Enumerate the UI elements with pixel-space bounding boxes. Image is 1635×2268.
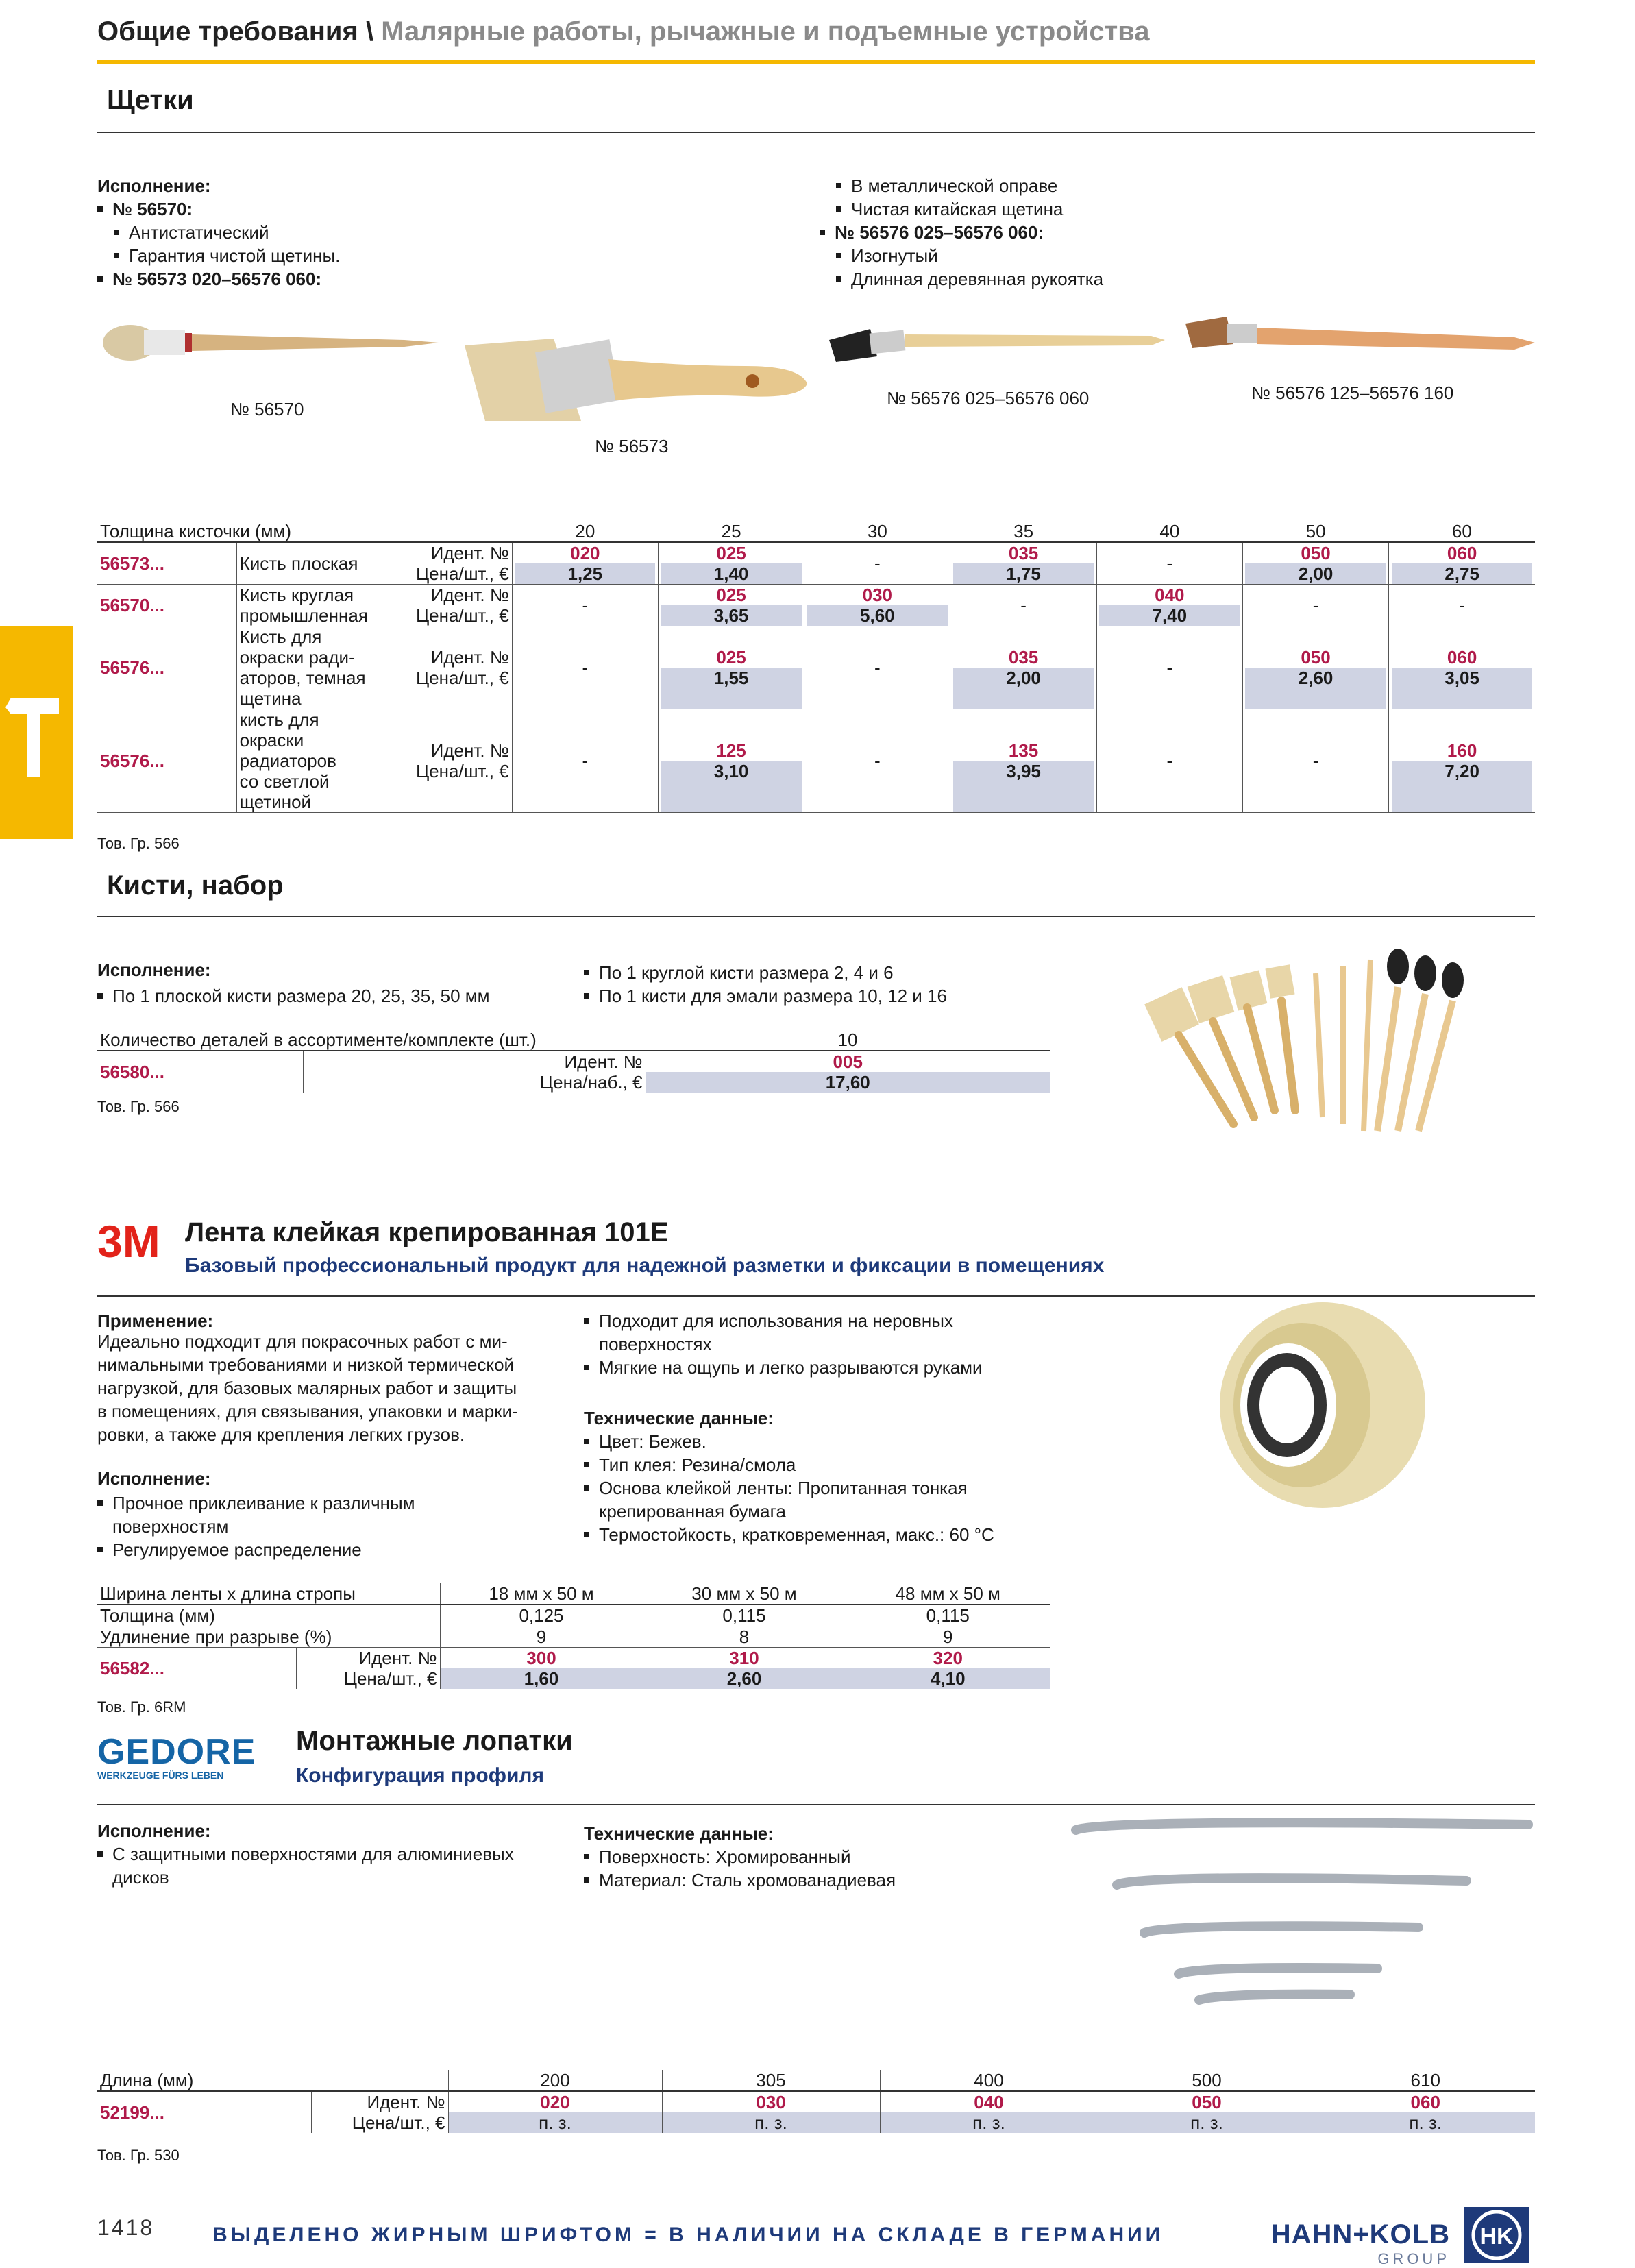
price-label: Цена/шт., € [376, 605, 512, 626]
list-item: № 56573 020–56576 060: [97, 267, 340, 291]
price-value: 2,60 [643, 1668, 846, 1689]
empty-cell: - [804, 542, 950, 585]
table-header-size: 305 [662, 2070, 880, 2091]
hammer-icon [0, 626, 73, 839]
tire-levers-image [1062, 1809, 1535, 2015]
list-item: Мягкие на ощупь и легко разрываются руками [584, 1356, 983, 1379]
empty-cell: - [804, 626, 950, 709]
brushset-list-right [584, 961, 947, 1008]
ident-label: Идент. № [311, 2091, 448, 2112]
page-header [97, 16, 1149, 47]
price-value: 1,55 [658, 668, 804, 709]
row-code: 56576... [97, 626, 236, 709]
brushset-list-left [97, 984, 490, 1008]
ident-number: 050 [1098, 2091, 1316, 2112]
price-value: п. з. [662, 2112, 880, 2133]
spec-value: 0,115 [846, 1605, 1050, 1626]
caption-56576-125: № 56576 125–56576 160 [1251, 382, 1454, 403]
list-item: Длинная деревянная рукоятка [820, 267, 1103, 291]
row-name: Кисть плоская [236, 542, 376, 585]
price-value: 5,60 [804, 605, 950, 626]
tape-subtitle: Базовый профессиональный продукт для надежной разметки и фиксации в помещениях [185, 1254, 1105, 1277]
price-value: 7,40 [1096, 605, 1242, 626]
list-item: Гарантия чистой щетины. [97, 244, 340, 267]
list-item: Изогнутый [820, 244, 1103, 267]
list-item: Подходит для использования на неровных поверхностях [584, 1309, 983, 1356]
table-header-size: 30 [867, 521, 887, 541]
price-label: Цена/шт., € [296, 1668, 440, 1689]
price-value: 2,00 [1242, 563, 1388, 585]
category-tab[interactable] [0, 626, 73, 839]
brushes-exec-list-right [820, 174, 1103, 291]
caption-56573: № 56573 [595, 436, 669, 456]
price-value: 3,05 [1389, 668, 1535, 709]
table-header-size: 60 [1451, 521, 1472, 541]
price-label: Цена/наб., € [303, 1072, 646, 1093]
empty-cell: - [1242, 585, 1388, 626]
price-label: Цена/шт., € [311, 2112, 448, 2133]
row-code: 56582... [100, 1658, 164, 1679]
header-title-main: Общие требования [97, 16, 358, 47]
ident-label: Идент. № [430, 543, 509, 563]
levers-table [97, 2070, 1535, 2133]
price-value: п. з. [880, 2112, 1098, 2133]
ident-number: 060 [1389, 626, 1535, 668]
price-value: 3,95 [950, 761, 1096, 813]
price-value: 1,60 [440, 1668, 643, 1689]
spec-label: Толщина (мм) [100, 1605, 215, 1626]
price-value: 2,75 [1389, 563, 1535, 585]
brushes-exec-label: Исполнение: [97, 175, 211, 196]
header-separator: \ [365, 16, 374, 47]
brushes-table [97, 521, 1535, 813]
table-header-size: 50 [1305, 521, 1326, 541]
empty-cell: - [804, 709, 950, 813]
caption-56576-025: № 56576 025–56576 060 [887, 388, 1090, 409]
gedore-logo [97, 1734, 289, 1782]
list-item: Тип клея: Резина/смола [584, 1453, 994, 1476]
row-name: Кисть для окраски ради- аторов, темная щетина [236, 626, 376, 709]
price-value: 2,60 [1242, 668, 1388, 709]
ident-number: 060 [1389, 542, 1535, 563]
header-accent-line [97, 60, 1535, 64]
spec-label: Ширина ленты x длина стропы [100, 1583, 356, 1604]
empty-cell: - [1096, 542, 1242, 585]
brushset-rule [97, 916, 1535, 917]
tape-app-line: нимальными требованиями и низкой термической [97, 1354, 515, 1375]
list-item: Чистая китайская щетина [820, 197, 1103, 221]
ident-number: 020 [448, 2091, 662, 2112]
table-header-size: 200 [448, 2070, 662, 2091]
row-code: 56580... [100, 1062, 164, 1082]
row-code: 52199... [100, 2102, 164, 2123]
ident-number: 320 [846, 1648, 1050, 1669]
header-title-sub: Малярные работы, рычажные и подъемные устройства [381, 16, 1150, 47]
price-value: 4,10 [846, 1668, 1050, 1689]
list-item: Поверхность: Хромированный [584, 1845, 896, 1868]
brush-set-image [1138, 946, 1473, 1138]
list-item: Цвет: Бежев. [584, 1430, 994, 1453]
brushes-exec-list-left [97, 197, 340, 291]
levers-tech-list [584, 1845, 896, 1892]
empty-cell: - [1242, 709, 1388, 813]
table-header-value: 10 [837, 1029, 858, 1050]
ident-number: 005 [646, 1051, 1050, 1072]
3m-logo [97, 1220, 173, 1263]
tape-tech-list [584, 1430, 994, 1546]
spec-value: 30 мм x 50 м [643, 1583, 846, 1605]
tape-roll-image [1206, 1295, 1439, 1515]
svg-text:HK: HK [1479, 2223, 1514, 2249]
tape-price-table [97, 1583, 1050, 1689]
brushset-exec-label: Исполнение: [97, 960, 211, 980]
ident-number: 040 [1096, 585, 1242, 606]
price-value: 17,60 [646, 1072, 1050, 1093]
tape-app-label: Применение: [97, 1310, 214, 1331]
price-value: п. з. [448, 2112, 662, 2133]
tape-app-line: ровки, а также для крепления легких грузов. [97, 1424, 465, 1445]
price-value: 1,75 [950, 563, 1096, 585]
ident-number: 160 [1389, 709, 1535, 761]
levers-exec-list [97, 1842, 514, 1889]
empty-cell: - [512, 626, 658, 709]
empty-cell: - [1096, 709, 1242, 813]
list-item: По 1 кисти для эмали размера 10, 12 и 16 [584, 984, 947, 1008]
caption-56570: № 56570 [230, 399, 304, 419]
brushes-price-table [97, 521, 1535, 813]
levers-exec-label: Исполнение: [97, 1820, 211, 1841]
table-header-size: 500 [1098, 2070, 1316, 2091]
price-label: Цена/шт., € [376, 761, 512, 813]
price-value: 3,65 [658, 605, 804, 626]
ident-number: 030 [804, 585, 950, 606]
spec-value: 8 [643, 1626, 846, 1648]
tape-exec-label: Исполнение: [97, 1468, 211, 1489]
table-header-size: 40 [1159, 521, 1180, 541]
ident-label: Идент. № [430, 647, 509, 668]
row-code: 56576... [97, 709, 236, 813]
spec-value: 48 мм x 50 м [846, 1583, 1050, 1605]
empty-cell: - [950, 585, 1096, 626]
empty-cell: - [1389, 585, 1535, 626]
tape-tov: Тов. Гр. 6RM [97, 1698, 186, 1716]
brushes-title: Щетки [107, 85, 194, 115]
list-item: № 56576 025–56576 060: [820, 221, 1103, 244]
price-value: п. з. [1316, 2112, 1535, 2133]
price-label: Цена/шт., € [376, 563, 512, 585]
ident-number: 035 [950, 542, 1096, 563]
price-label: Цена/шт., € [376, 668, 512, 709]
list-item: С защитными поверхностями для алюминиевых дисков [97, 1842, 514, 1889]
list-item: В металлической оправе [820, 174, 1103, 197]
ident-number: 135 [950, 709, 1096, 761]
ident-number: 310 [643, 1648, 846, 1669]
ident-number: 050 [1242, 626, 1388, 668]
ident-number: 125 [658, 709, 804, 761]
levers-tech-label: Технические данные: [584, 1823, 774, 1844]
hahn-kolb-logo [1244, 2219, 1450, 2268]
table-header-size: 20 [575, 521, 595, 541]
table-header-label: Длина (мм) [100, 2070, 194, 2090]
list-item: По 1 круглой кисти размера 2, 4 и 6 [584, 961, 947, 984]
list-item: Термостойкость, кратковременная, макс.: 60 °C [584, 1523, 994, 1546]
spec-value: 9 [440, 1626, 643, 1648]
brand-group: GROUP [1377, 2250, 1450, 2267]
list-item: № 56570: [97, 197, 340, 221]
spec-value: 9 [846, 1626, 1050, 1648]
brush-round-image [103, 318, 439, 367]
levers-tov: Тов. Гр. 530 [97, 2147, 180, 2164]
ident-number: 025 [658, 585, 804, 606]
brand-name: HAHN+KOLB [1270, 2219, 1450, 2249]
ident-label: Идент. № [303, 1051, 646, 1072]
ident-number: 050 [1242, 542, 1388, 563]
list-item: Основа клейкой ленты: Пропитанная тонкая крепированная бумага [584, 1476, 994, 1523]
row-code: 56573... [97, 542, 236, 585]
brushset-price-table [97, 1029, 1050, 1093]
list-item: По 1 плоской кисти размера 20, 25, 35, 50 мм [97, 984, 490, 1008]
price-value: 1,40 [658, 563, 804, 585]
list-item: Материал: Сталь хромованадиевая [584, 1868, 896, 1892]
ident-number: 025 [658, 542, 804, 563]
empty-cell: - [512, 709, 658, 813]
brushes-tov: Тов. Гр. 566 [97, 835, 180, 852]
tape-app-line: Идеально подходит для покрасочных работ с ми- [97, 1331, 508, 1352]
ident-label: Идент. № [430, 740, 509, 761]
table-header-size: 610 [1316, 2070, 1535, 2091]
tape-app-line: в помещениях, для связывания, упаковки и марки- [97, 1401, 518, 1422]
levers-rule [97, 1804, 1535, 1805]
ident-number: 040 [880, 2091, 1098, 2112]
ident-number: 030 [662, 2091, 880, 2112]
empty-cell: - [1096, 626, 1242, 709]
tape-table [97, 1583, 1050, 1689]
list-item: Прочное приклеивание к различным поверхностям [97, 1491, 415, 1538]
spec-value: 0,125 [440, 1605, 643, 1626]
gedore-logo-text: GEDORE [97, 1732, 256, 1772]
brushset-tov: Тов. Гр. 566 [97, 1098, 180, 1115]
brushes-rule [97, 132, 1535, 133]
ident-number: 060 [1316, 2091, 1535, 2112]
price-value: 1,25 [512, 563, 658, 585]
tape-tech-label: Технические данные: [584, 1408, 774, 1428]
ident-number: 035 [950, 626, 1096, 668]
spec-label: Удлинение при разрыве (%) [100, 1626, 332, 1647]
ident-number: 020 [512, 542, 658, 563]
row-code: 56570... [97, 585, 236, 626]
price-value: 7,20 [1389, 761, 1535, 813]
brush-flat-image [458, 318, 807, 428]
spec-value: 18 мм x 50 м [440, 1583, 643, 1605]
tape-features-list [584, 1309, 983, 1379]
brushset-table [97, 1029, 1050, 1093]
brush-radiator-light-image [1185, 310, 1535, 365]
list-item: Антистатический [97, 221, 340, 244]
tape-exec-list [97, 1491, 415, 1561]
levers-price-table [97, 2070, 1535, 2133]
levers-subtitle: Конфигурация профиля [296, 1764, 544, 1787]
price-value: п. з. [1098, 2112, 1316, 2133]
empty-cell: - [512, 585, 658, 626]
footer-note: ВЫДЕЛЕНО ЖИРНЫМ ШРИФТОМ = В НАЛИЧИИ НА СКЛАДЕ В ГЕРМАНИИ [212, 2223, 1164, 2246]
levers-title: Монтажные лопатки [296, 1726, 573, 1756]
table-header-label: Толщина кисточки (мм) [100, 521, 292, 541]
tape-app-text [97, 1330, 518, 1446]
ident-number: 300 [440, 1648, 643, 1669]
price-value: 3,10 [658, 761, 804, 813]
ident-label: Идент. № [430, 585, 509, 605]
table-header-size: 400 [880, 2070, 1098, 2091]
table-header-size: 25 [721, 521, 741, 541]
spec-value: 0,115 [643, 1605, 846, 1626]
table-header-label: Количество деталей в ассортименте/комплекте (шт.) [100, 1029, 537, 1050]
page-number: 1418 [97, 2215, 155, 2240]
tape-title: Лента клейкая крепированная 101E [185, 1217, 669, 1247]
gedore-logo-tag: WERKZEUGE FÜRS LEBEN [97, 1770, 224, 1781]
svg-text:3M: 3M [97, 1220, 160, 1263]
tape-app-line: нагрузкой, для базовых малярных работ и защиты [97, 1378, 517, 1398]
brush-radiator-dark-image [829, 319, 1165, 374]
ident-label: Идент. № [296, 1648, 440, 1669]
ident-number: 025 [658, 626, 804, 668]
brushset-title: Кисти, набор [107, 870, 284, 901]
row-name: кисть для окраски радиаторов со светлой щетиной [236, 709, 376, 813]
hk-emblem-icon [1462, 2206, 1531, 2265]
row-name: Кисть круглая промышленная [236, 585, 376, 626]
price-value: 2,00 [950, 668, 1096, 709]
list-item: Регулируемое распределение [97, 1538, 415, 1561]
table-header-size: 35 [1013, 521, 1034, 541]
